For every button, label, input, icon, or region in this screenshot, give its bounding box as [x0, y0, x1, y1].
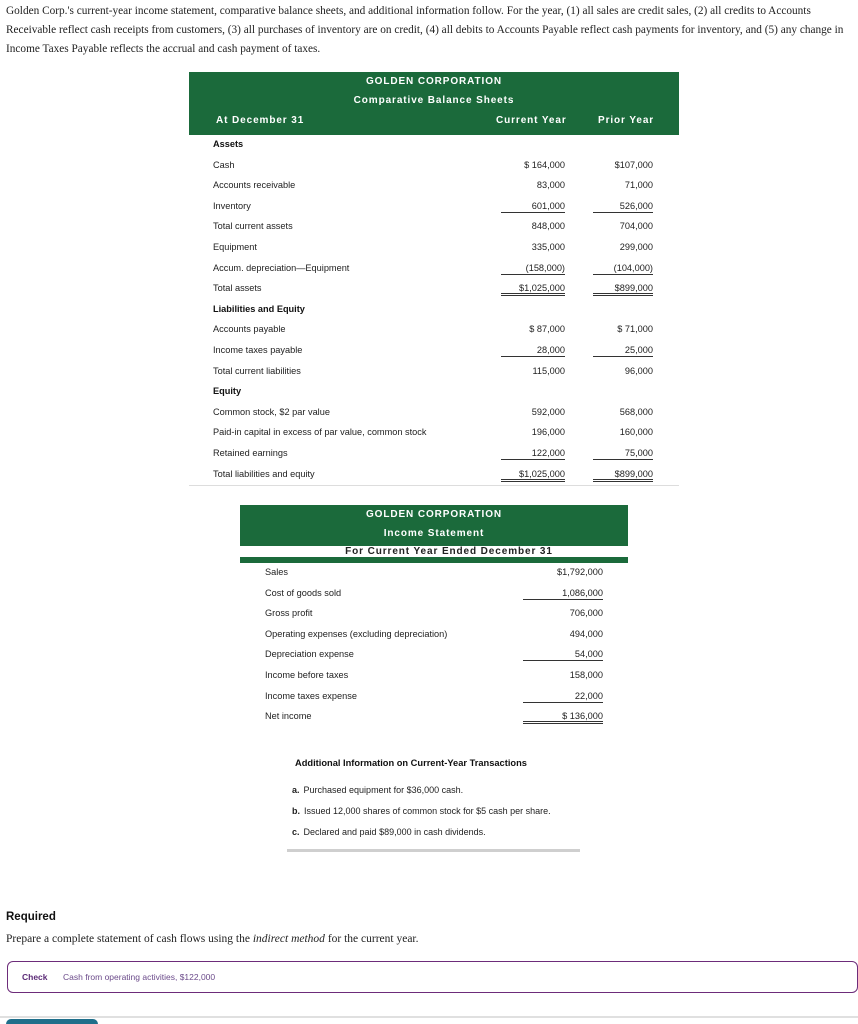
check-figure-box — [7, 961, 858, 993]
prior-year-value: 160,000 — [619, 427, 653, 438]
table-row — [189, 382, 679, 403]
current-year-value: $ 87,000 — [529, 324, 565, 335]
problem-intro: Golden Corp.'s current-year income statement, comparative balance sheets, and additional information follow. For the year, (1) all sales are credit sales, (2) all credits to Accounts Receivable reflect cash receipts from customers, (3) all purchases of inventory are on credit, (4) all debits to Accounts Payable reflect cash payments for inventory, and (5) any change in Income Taxes Payable reflects the accrual and cash payment of taxes. — [6, 5, 844, 55]
additional-item — [292, 827, 486, 837]
row-label: Accounts receivable — [213, 180, 296, 191]
table-row — [189, 423, 679, 444]
row-label: Total current assets — [213, 221, 293, 232]
prior-year-value: (104,000) — [593, 263, 653, 275]
prior-year-value: $107,000 — [614, 159, 653, 170]
table-row — [240, 645, 628, 666]
balance-sheet-date-label: At December 31 — [216, 115, 305, 126]
table-row — [189, 403, 679, 424]
prior-year-value: $ 71,000 — [617, 324, 653, 335]
prior-year-value: $899,000 — [593, 283, 653, 296]
table-row — [240, 666, 628, 687]
current-year-value: 335,000 — [531, 241, 565, 252]
prior-year-value: 526,000 — [593, 201, 653, 213]
prior-year-value: 96,000 — [624, 365, 653, 376]
balance-sheet-rows — [189, 135, 679, 485]
row-label: Inventory — [213, 200, 251, 211]
item-text: Purchased equipment for $36,000 cash. — [303, 785, 464, 795]
table-row — [189, 300, 679, 321]
table-row — [189, 279, 679, 300]
row-label: Paid-in capital in excess of par value, common stock — [213, 427, 427, 438]
row-label: Income before taxes — [265, 669, 349, 680]
row-label: Depreciation expense — [265, 649, 354, 660]
table-row — [189, 135, 679, 156]
balance-sheet-header — [189, 72, 679, 135]
row-label: Net income — [265, 711, 312, 722]
income-statement-company: GOLDEN CORPORATION — [365, 509, 502, 520]
table-row — [189, 362, 679, 383]
row-label: Common stock, $2 par value — [213, 406, 330, 417]
current-year-value: 601,000 — [501, 201, 565, 213]
amount-value: $1,792,000 — [557, 567, 603, 577]
current-year-value: $1,025,000 — [501, 283, 565, 296]
table-row — [240, 687, 628, 708]
row-label: Assets — [213, 139, 244, 149]
row-label: Total assets — [213, 283, 262, 294]
row-label: Total current liabilities — [213, 365, 301, 376]
income-statement — [240, 505, 628, 728]
current-year-value: $1,025,000 — [501, 469, 565, 482]
amount-value: 54,000 — [523, 649, 603, 661]
current-year-value: (158,000) — [501, 263, 565, 275]
bottom-divider — [0, 1016, 858, 1018]
table-row — [189, 341, 679, 362]
additional-info-box — [287, 748, 580, 852]
table-row — [240, 604, 628, 625]
table-row — [240, 563, 628, 584]
row-label: Total liabilities and equity — [213, 468, 315, 479]
current-year-value: 28,000 — [501, 345, 565, 357]
col-prior-year: Prior Year — [598, 115, 655, 126]
row-label: Operating expenses (excluding depreciation) — [265, 628, 448, 639]
amount-value: 1,086,000 — [523, 588, 603, 600]
prior-year-value: 71,000 — [624, 180, 653, 191]
table-row — [240, 707, 628, 728]
current-year-value: 83,000 — [536, 180, 565, 191]
required-text — [6, 933, 419, 945]
additional-item — [292, 785, 463, 795]
balance-sheet-title: Comparative Balance Sheets — [353, 95, 515, 106]
row-label: Income taxes payable — [213, 344, 303, 355]
income-statement-title: Income Statement — [383, 528, 485, 539]
row-label: Cash — [213, 159, 235, 170]
table-row — [240, 584, 628, 605]
current-year-value: $ 164,000 — [524, 159, 565, 170]
table-row — [189, 156, 679, 177]
check-text: Cash from operating activities, $122,000 — [63, 972, 216, 982]
check-label: Check — [22, 972, 48, 982]
row-label: Retained earnings — [213, 447, 288, 458]
balance-sheet-company: GOLDEN CORPORATION — [365, 76, 502, 87]
table-row — [189, 259, 679, 280]
amount-value: 706,000 — [569, 608, 603, 619]
current-year-value: 592,000 — [531, 406, 565, 417]
required-text-part: Prepare a complete statement of cash flows using the — [6, 933, 253, 945]
current-year-value: 196,000 — [531, 427, 565, 438]
bottom-tab-button[interactable] — [6, 1019, 98, 1024]
prior-year-value: $899,000 — [593, 469, 653, 482]
table-row — [189, 217, 679, 238]
required-text-emphasis: indirect method — [252, 933, 325, 945]
row-label: Cost of goods sold — [265, 587, 342, 598]
additional-item — [292, 806, 551, 816]
item-key: a. — [292, 785, 300, 795]
amount-value: 22,000 — [523, 691, 603, 703]
amount-value: $ 136,000 — [523, 711, 603, 724]
table-row — [189, 444, 679, 465]
row-label: Accounts payable — [213, 324, 286, 335]
item-text: Declared and paid $89,000 in cash dividends. — [303, 827, 486, 837]
row-label: Sales — [265, 567, 288, 577]
required-heading: Required — [6, 911, 56, 923]
table-row — [189, 465, 679, 486]
income-statement-rows — [240, 563, 628, 728]
prior-year-value: 25,000 — [593, 345, 653, 357]
prior-year-value: 75,000 — [593, 448, 653, 460]
current-year-value: 115,000 — [532, 365, 565, 376]
col-current-year: Current Year — [496, 115, 567, 126]
current-year-value: 848,000 — [531, 221, 565, 232]
balance-sheet — [189, 72, 679, 485]
item-key: c. — [292, 827, 300, 837]
income-statement-header — [240, 505, 628, 563]
required-text-part: for the current year. — [324, 933, 419, 945]
additional-info-title: Additional Information on Current-Year Transactions — [295, 758, 527, 768]
row-label: Gross profit — [265, 608, 313, 619]
prior-year-value: 568,000 — [619, 406, 653, 417]
current-year-value: 122,000 — [501, 448, 565, 460]
table-row — [189, 238, 679, 259]
prior-year-value: 299,000 — [619, 241, 653, 252]
table-row — [189, 197, 679, 218]
prior-year-value: 704,000 — [619, 221, 653, 232]
amount-value: 158,000 — [569, 669, 603, 680]
row-label: Income taxes expense — [265, 690, 357, 701]
amount-value: 494,000 — [569, 628, 603, 639]
item-text: Issued 12,000 shares of common stock for $5 cash per share. — [304, 806, 551, 816]
row-label: Accum. depreciation—Equipment — [213, 262, 350, 273]
table-row — [189, 176, 679, 197]
income-statement-period: For Current Year Ended December 31 — [240, 546, 658, 557]
item-key: b. — [292, 806, 300, 816]
row-label: Equity — [213, 386, 242, 397]
table-row — [240, 625, 628, 646]
row-label: Liabilities and Equity — [213, 303, 305, 314]
row-label: Equipment — [213, 241, 257, 252]
table-row — [189, 320, 679, 341]
